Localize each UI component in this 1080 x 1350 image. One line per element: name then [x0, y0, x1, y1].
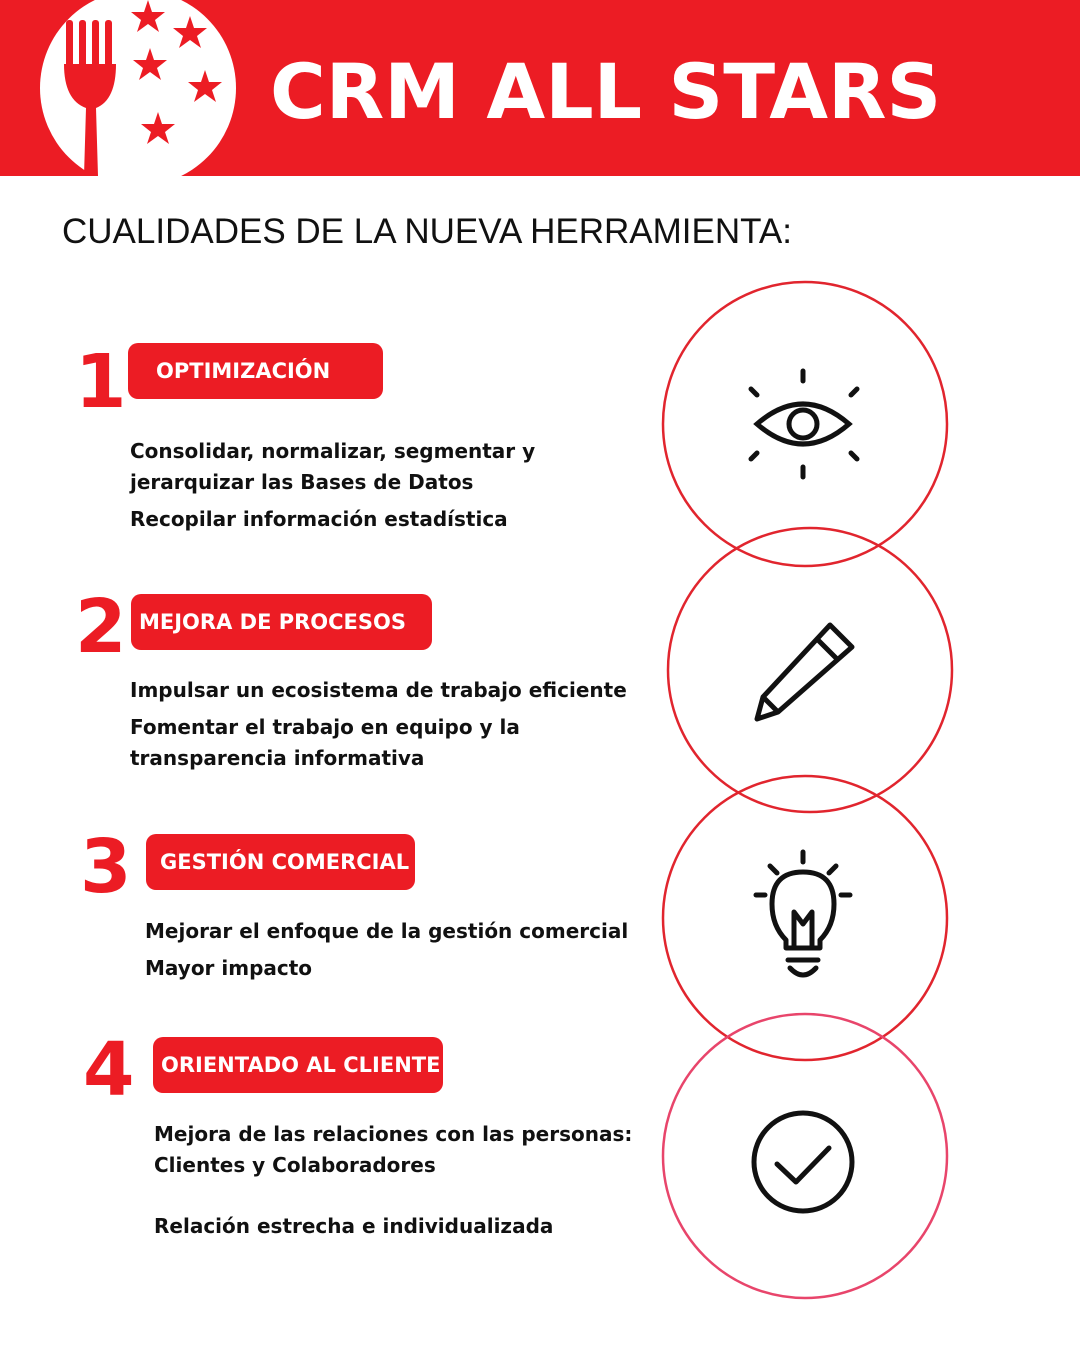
- ring-1: [663, 282, 947, 566]
- item-title-badge: GESTIÓN COMERCIAL: [146, 834, 415, 890]
- item-number: 2: [75, 584, 127, 670]
- item-description: [130, 436, 650, 535]
- item-description: [145, 916, 665, 984]
- item-title-badge: MEJORA DE PROCESOS: [131, 594, 432, 650]
- description-line: Mayor impacto: [145, 956, 313, 980]
- item-title-badge: ORIENTADO AL CLIENTE: [153, 1037, 443, 1093]
- item-description: [130, 675, 650, 774]
- ring-2: [668, 528, 952, 812]
- description-line: Consolidar, normalizar, segmentar y: [130, 439, 536, 463]
- description-line: transparencia informativa: [130, 746, 425, 770]
- page-subtitle: CUALIDADES DE LA NUEVA HERRAMIENTA:: [62, 212, 792, 251]
- description-line: Mejorar el enfoque de la gestión comercial: [145, 919, 629, 943]
- description-line: Clientes y Colaboradores: [154, 1153, 436, 1177]
- description-line: Relación estrecha e individualizada: [154, 1214, 554, 1238]
- brand-title: CRM ALL STARS: [270, 47, 942, 136]
- eye-icon: [751, 371, 857, 477]
- item-title-badge: OPTIMIZACIÓN: [128, 343, 383, 399]
- pencil-icon: [757, 625, 852, 719]
- item-number: 1: [75, 339, 127, 425]
- item-number: 4: [83, 1027, 135, 1113]
- description-line: Fomentar el trabajo en equipo y la: [130, 715, 520, 739]
- item-description: [154, 1119, 674, 1242]
- description-line: Impulsar un ecosistema de trabajo eficiente: [130, 678, 627, 702]
- item-number: 3: [80, 824, 132, 910]
- description-line: jerarquizar las Bases de Datos: [130, 470, 474, 494]
- lightbulb-icon: [756, 852, 850, 975]
- ring-4: [663, 1014, 947, 1298]
- check-circle-icon: [754, 1113, 852, 1211]
- description-line: Recopilar información estadística: [130, 507, 508, 531]
- description-line: Mejora de las relaciones con las personas:: [154, 1122, 633, 1146]
